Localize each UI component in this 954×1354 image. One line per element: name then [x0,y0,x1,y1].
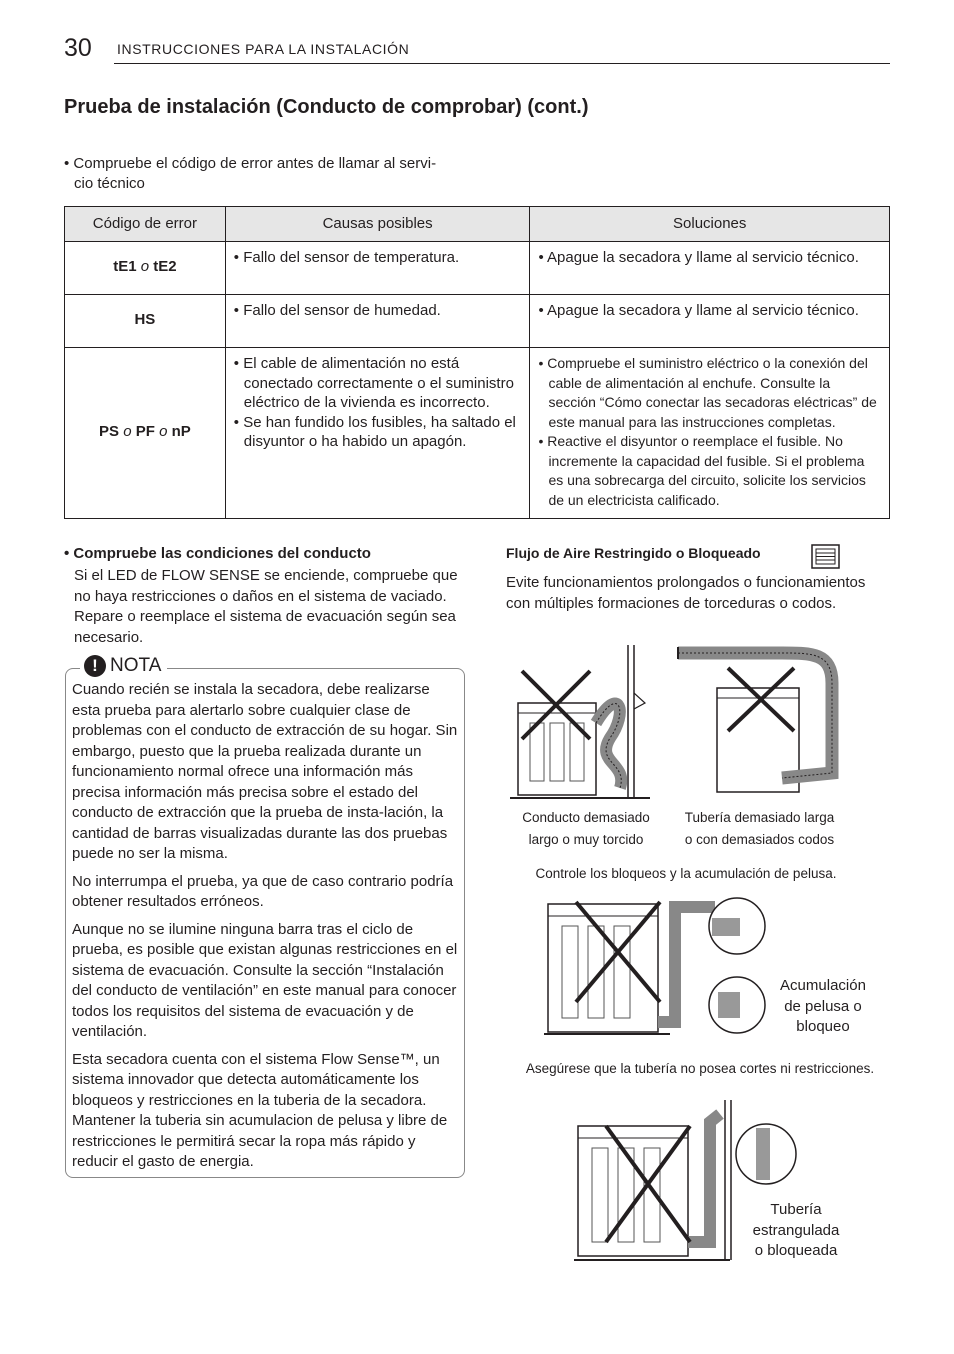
figure-caption [745,1200,847,1262]
conduct-body: Si el LED de FLOW SENSE se enciende, compruebe que no haya restricciones o daños en el sistema de vaciado. Repare o reemplace el sistema de evacuación según sea necesario. [74,567,458,646]
cause-item: • Se han fundido los fusibles, ha saltado el disyuntor o ha habido un apagón. [233,413,516,450]
note-label [80,653,167,679]
ensure-pipe-caption: Asegúrese que la tubería no posea cortes ni restricciones. [525,1061,875,1076]
note-paragraph: Cuando recién se instala la secadora, debe realizarse esta prueba para alertarlo sobre cualquier clase de problemas con el conducto de extracción de su hogar. Sin embargo, puesto que la prueba realizada durante un funcionamiento normal ofrece una información más precisa información más precisa sobre el estado del conducto de extracción que la prueba de insta-lación, la cantidad de barras visualizadas durante las dos pruebas puede no ser la misma. [72,681,458,862]
error-code: HS [134,311,156,329]
table-row [65,295,890,348]
solutions-cell [530,295,890,348]
header-rule [114,63,890,64]
caption-line: Tubería demasiado larga [684,810,835,825]
error-code: PS [99,423,120,441]
note-text [72,680,460,1180]
dryer-lint-buildup-illustration [540,892,770,1042]
note-paragraph: No interrumpa el prueba, ya que de caso contrario podría obtener resultados erróneos. [72,872,454,910]
caption-line: Conducto demasiado [522,810,650,825]
table-row [65,242,890,295]
figure-caption [672,807,847,850]
solution-item: • Compruebe el suministro eléctrico o la conexión del cable de alimentación al enchufe. Consulte la sección “Cómo conectar las secadoras eléctricas” de este manual para las instrucciones completas. [538,355,877,430]
page-title: Prueba de instalación (Conducto de comprobar) (cont.) [64,96,589,118]
error-code-cell [65,295,226,348]
cause-item: • El cable de alimentación no está conectado correctamente o el suministro eléctrico de la vivienda es incorrecto. [233,355,514,411]
table-header-row [65,207,890,242]
code-separator: o [140,258,150,276]
solution-item: • Apague la secadora y llame al servicio técnico. [538,249,859,266]
error-code-cell [65,348,226,519]
error-code: PF [135,423,155,441]
intro-line-1: • Compruebe el código de error antes de llamar al servi- [64,155,437,172]
figure-caption [510,807,662,850]
airflow-body: Evite funcionamientos prolongados o funcionamientos con múltiples formaciones de torceduras o codos. [506,574,866,612]
error-code: tE2 [153,258,177,276]
caption-line: bloqueo [796,1018,850,1035]
note-title: NOTA [110,655,162,676]
causes-cell [225,348,530,519]
figure-caption [768,976,878,1038]
caption-line: estrangulada [752,1221,840,1239]
caption-line: de pelusa o [784,997,862,1015]
solutions-cell [530,242,890,295]
header-solutions: Soluciones [530,207,890,242]
error-code: tE1 [113,258,137,276]
solutions-cell [530,348,890,519]
solution-item: • Reactive el disyuntor o reemplace el fusible. No incremente la capacidad del fusible. Si el problema es una sobrecarga del circuito, solicite los servicios de un electricista calificado. [538,433,866,508]
dryer-kinked-duct-illustration [510,643,650,803]
causes-cell [225,295,530,348]
caption-line: o bloqueada [754,1242,838,1259]
header-error-code: Código de error [65,207,226,242]
note-paragraph: Aunque no se ilumine ninguna barra tras el ciclo de prueba, es posible que existan algunas restricciones en el sistema de evacuación. Consulte la sección “Instalación del conducto de ventilación” en este manual para conocer todos los requisitos del sistema de evacuación y de ventilación. [72,920,458,1040]
code-separator: o [159,423,168,441]
table-row [65,348,890,519]
causes-cell [225,242,530,295]
caption-line: largo o muy torcido [528,831,644,847]
note-paragraph: Esta secadora cuenta con el sistema Flow Sense™, un sistema innovador que detecta automáticamente los bloqueos y restricciones en la tuberia de la secadora. Mantener la tuberia sin acumulacion de pelusa y libre de restricciones le permitirá secar la ropa más rápido y reducir el gasto de energia. [72,1050,448,1170]
intro-text [64,154,484,194]
caption-line: Tubería [770,1201,822,1218]
page-number: 30 [64,34,92,62]
section-label: INSTRUCCIONES PARA LA INSTALACIÓN [117,41,410,57]
caption-line: o con demasiados codos [684,831,835,847]
dryer-many-elbows-illustration [672,643,852,803]
caption-line: Acumulación [780,977,866,994]
error-code: nP [171,423,191,441]
error-code-table [64,206,890,519]
warning-icon: ! [84,655,106,677]
check-blockage-caption: Controle los bloqueos y la acumulación de pelusa. [535,866,837,881]
intro-line-2: cio técnico [74,175,145,192]
cause-item: • Fallo del sensor de humedad. [233,302,441,319]
header-causes: Causas posibles [225,207,530,242]
solution-item: • Apague la secadora y llame al servicio técnico. [538,302,859,319]
grid-icon [811,544,840,569]
error-code-cell [65,242,226,295]
airflow-heading: Flujo de Aire Restringido o Bloqueado [506,545,761,561]
cause-item: • Fallo del sensor de temperatura. [233,249,460,266]
conduct-heading: • Compruebe las condiciones del conducto [64,545,371,562]
code-separator: o [123,423,132,441]
